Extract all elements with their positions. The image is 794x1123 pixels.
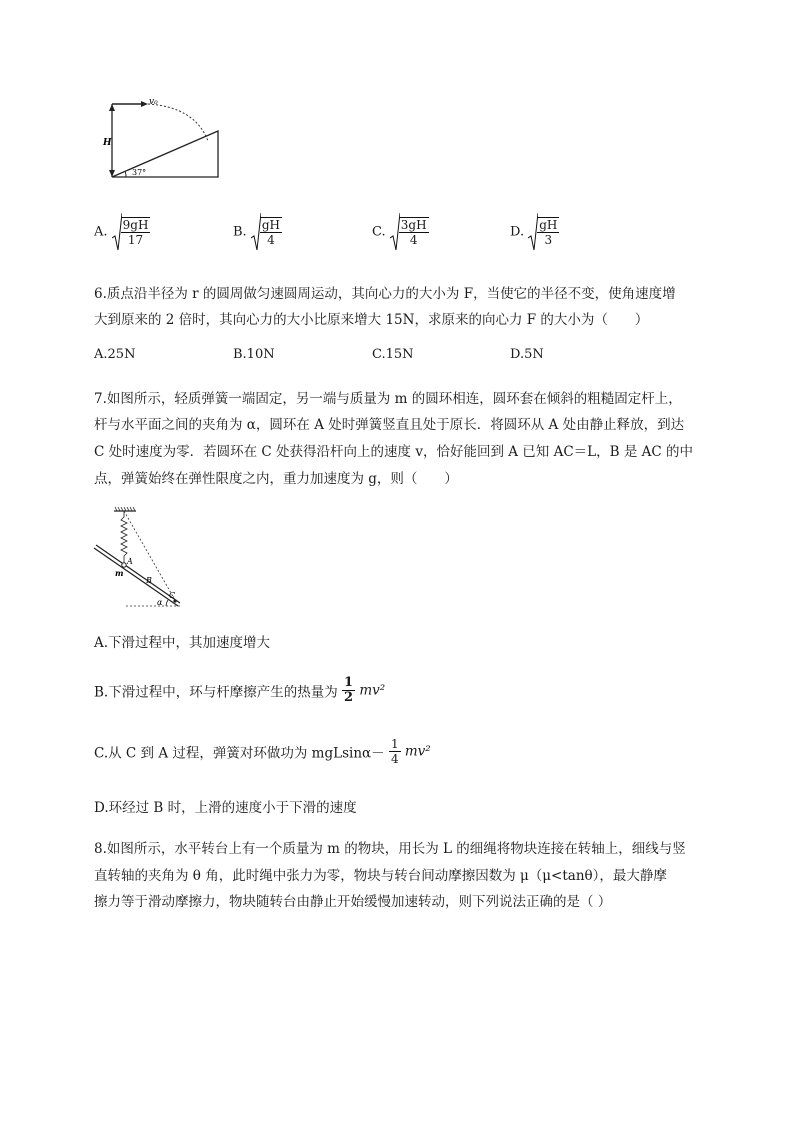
- q6-option-c[interactable]: C.15N: [372, 347, 414, 362]
- q7-line4: 点，弹簧始终在弹性限度之内，重力加速度为 g，则（ ）: [94, 471, 458, 487]
- label-c: C: [169, 591, 176, 600]
- q7-option-d[interactable]: D.环经过 B 时，上滑的速度小于下滑的速度: [94, 800, 357, 816]
- label-b: B: [146, 576, 152, 585]
- q6-option-d[interactable]: D.5N: [510, 347, 544, 362]
- figure-projectile-incline: [100, 95, 225, 185]
- q8-line3: 擦力等于滑动摩擦力，物块随转台由静止开始缓慢加速转动，则下列说法正确的是（ ）: [94, 894, 612, 910]
- q5-option-c[interactable]: C. $\frac{3gH}{4}$: [372, 212, 429, 252]
- q5-options: [0, 212, 794, 256]
- q6-line2: 大到原来的 2 倍时，其向心力的大小比原来增大 15N，求原来的向心力 F 的大小为（ ）: [94, 312, 649, 328]
- q7-line3: C 处时速度为零．若圆环在 C 处获得沿杆向上的速度 v，恰好能回到 A 已知 AC＝L，B 是 AC 的中: [94, 444, 693, 460]
- q5-option-d[interactable]: D. $\frac{gH}{3}$: [510, 212, 559, 252]
- q6-option-b[interactable]: B.10N: [233, 347, 275, 362]
- label-alpha: α: [157, 598, 163, 607]
- figure-spring-rod: [92, 505, 187, 610]
- q6-option-a[interactable]: A.25N: [94, 347, 136, 362]
- q8-line1: 8.如图所示，水平转台上有一个质量为 m 的物块，用长为 L 的细绳将物块连接在转轴上，细线与竖: [94, 841, 686, 857]
- h-label: H: [103, 138, 112, 148]
- label-a: A: [127, 557, 133, 566]
- q5-option-b[interactable]: B. $\frac{gH}{4}$: [233, 212, 282, 252]
- angle-label: 37°: [132, 168, 147, 177]
- v0-label: v₀: [149, 97, 158, 107]
- q5-option-a[interactable]: A. $\frac{9gH}{17}$: [94, 212, 150, 252]
- q7-line2: 杆与水平面之间的夹角为 α，圆环在 A 处时弹簧竖直且处于原长．将圆环从 A 处由静止释放，到达: [94, 417, 685, 433]
- q7-option-b[interactable]: B.下滑过程中，环与杆摩擦产生的热量为 $\frac{1}{2}$ mv²: [94, 675, 386, 705]
- q7-option-c[interactable]: C.从 C 到 A 过程，弹簧对环做功为 mgLsinα－ $\frac{1}{4}$ mv²: [94, 737, 431, 766]
- q7-line1: 7.如图所示，轻质弹簧一端固定，另一端与质量为 m 的圆环相连，圆环套在倾斜的粗糙固定杆上，: [94, 391, 682, 407]
- q7-option-a[interactable]: A.下滑过程中，其加速度增大: [94, 635, 271, 651]
- label-m: m: [115, 568, 124, 578]
- q6-line1: 6.质点沿半径为 r 的圆周做匀速圆周运动，其向心力的大小为 F，当使它的半径不变，使角速度增: [94, 286, 676, 302]
- q8-line2: 直转轴的夹角为 θ 角，此时绳中张力为零，物块与转台间动摩擦因数为 μ（μ<tanθ），最大静摩: [94, 868, 667, 884]
